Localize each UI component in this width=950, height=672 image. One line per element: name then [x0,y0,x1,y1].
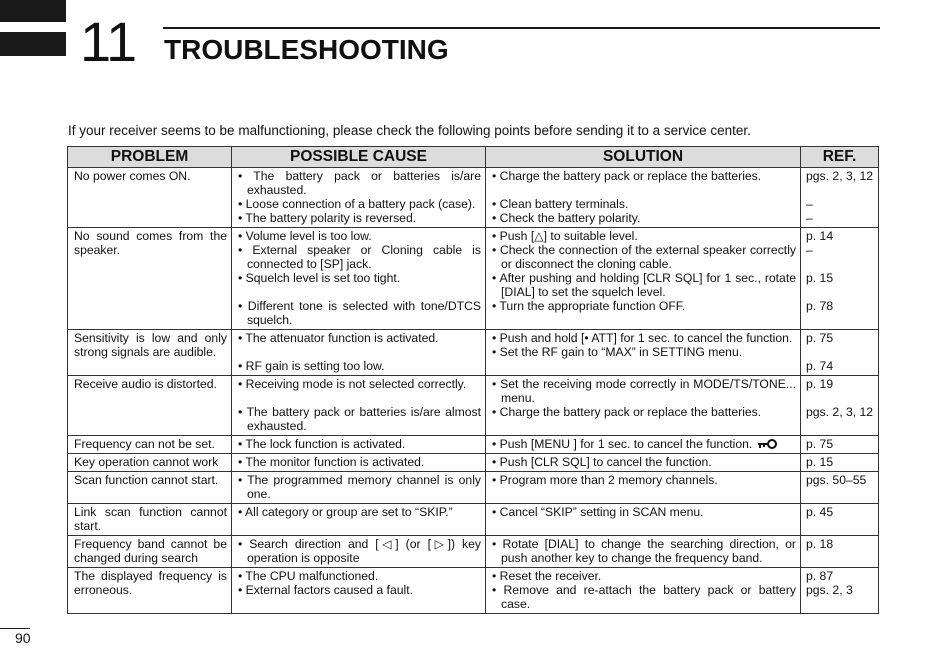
ref-cell [801,168,879,228]
table-row [68,568,879,614]
cause-item: • All category or group are set to “SKIP.” [238,505,453,519]
problem-cell: No power comes ON. [68,168,232,228]
ref-item: p. 19 [806,377,834,391]
table-row [68,228,879,330]
cause-item: • Volume level is too low. [238,229,372,243]
solution-item: • Charge the battery pack or replace the batteries. [492,405,762,419]
page-number: 90 [15,630,31,646]
cause-item: • Different tone is selected with tone/DTCS squelch. [238,299,481,327]
solution-cell [486,472,801,504]
solution-text: • Push [MENU ] for 1 sec. to cancel the function. [492,437,753,451]
ref-item: p. 75 [806,437,834,451]
cause-item: • External speaker or Cloning cable is connected to [SP] jack. [238,243,481,271]
ref-cell [801,376,879,436]
solution-cell [486,376,801,436]
problem-cell: Frequency can not be set. [68,436,232,454]
solution-cell [486,454,801,472]
cause-cell [232,436,486,454]
problem-cell: Key operation cannot work [68,454,232,472]
solution-item: • Rotate [DIAL] to change the searching direction, or push another key to change the frequency band. [492,537,796,565]
cause-item: • Loose connection of a battery pack (case). [238,197,476,211]
cause-cell [232,168,486,228]
ref-item: pgs. 50–55 [806,473,867,487]
header-problem: PROBLEM [68,147,232,168]
ref-item: p. 15 [806,455,834,469]
problem-cell: Frequency band cannot be changed during search [68,536,232,568]
solution-cell [486,504,801,536]
ref-item: p. 14 [806,229,834,243]
ref-item: p. 15 [806,271,834,285]
ref-item: p. 45 [806,505,834,519]
ref-item: p. 87 [806,569,834,583]
ref-item: – [806,211,813,225]
chapter-tab-bottom [0,32,66,56]
ref-item: pgs. 2, 3 [806,583,853,597]
ref-item: p. 75 [806,331,834,345]
solution-cell [486,568,801,614]
table-row [68,536,879,568]
solution-item: • Clean battery terminals. [492,197,629,211]
solution-cell [486,330,801,376]
solution-cell [486,436,801,454]
solution-item: • Charge the battery pack or replace the batteries. [492,169,762,183]
cause-item: • The monitor function is activated. [238,455,425,469]
page-number-rule [0,628,30,629]
ref-cell [801,436,879,454]
cause-item: • Squelch level is set too tight. [238,271,401,285]
solution-item: • After pushing and holding [CLR SQL] for 1 sec., rotate [DIAL] to set the squelch level. [492,271,796,299]
cause-item: • The lock function is activated. [238,437,406,451]
solution-item: • Check the connection of the external speaker correctly or disconnect the cloning cable. [492,243,796,271]
problem-cell: The displayed frequency is erroneous. [68,568,232,614]
table-row [68,168,879,228]
cause-item: • The battery polarity is reversed. [238,211,417,225]
solution-cell [486,536,801,568]
table-row [68,472,879,504]
solution-item [492,437,796,451]
cause-item: • The CPU malfunctioned. [238,569,379,583]
chapter-number: 11 [80,10,137,73]
table-row [68,376,879,436]
ref-item: pgs. 2, 3, 12 [806,169,874,183]
solution-item: • Push [CLR SQL] to cancel the function. [492,455,712,469]
ref-item: – [806,197,813,211]
cause-item: • The programmed memory channel is only one. [238,473,481,501]
solution-item: • Set the RF gain to “MAX” in SETTING menu. [492,345,743,359]
ref-item: – [806,243,813,257]
solution-item: • Reset the receiver. [492,569,602,583]
ref-cell [801,330,879,376]
problem-cell: Receive audio is distorted. [68,376,232,436]
problem-cell: Link scan function cannot start. [68,504,232,536]
ref-cell [801,228,879,330]
cause-item: • The battery pack or batteries is/are almost exhausted. [238,405,481,433]
problem-cell: Sensitivity is low and only strong signals are audible. [68,330,232,376]
page-title: TROUBLESHOOTING [164,34,449,65]
cause-cell [232,376,486,436]
cause-item: • External factors caused a fault. [238,583,413,597]
table-row [68,454,879,472]
header-possible-cause: POSSIBLE CAUSE [232,147,486,168]
solution-item: • Check the battery polarity. [492,211,641,225]
troubleshooting-table [67,146,879,614]
cause-item: • Receiving mode is not selected correctly. [238,377,467,391]
cause-cell [232,454,486,472]
intro-text: If your receiver seems to be malfunctioning, please check the following points before sending it to a service center. [68,123,751,138]
ref-cell [801,454,879,472]
cause-cell [232,568,486,614]
cause-cell [232,504,486,536]
problem-cell: Scan function cannot start. [68,472,232,504]
ref-item: pgs. 2, 3, 12 [806,405,874,419]
solution-cell [486,168,801,228]
solution-cell [486,228,801,330]
solution-item: • Turn the appropriate function OFF. [492,299,686,313]
cause-item: • Search direction and [◁] (or [▷]) key operation is opposite [238,537,481,565]
cause-cell [232,330,486,376]
ref-cell [801,504,879,536]
table-row [68,504,879,536]
cause-cell [232,228,486,330]
ref-item: p. 74 [806,359,834,373]
chapter-tab-top [0,0,66,22]
solution-item: • Program more than 2 memory channels. [492,473,718,487]
ref-cell [801,568,879,614]
ref-item: p. 78 [806,299,834,313]
solution-item: • Remove and re-attach the battery pack or battery case. [492,583,796,611]
solution-item: • Push and hold [• ATT] for 1 sec. to cancel the function. [492,331,793,345]
problem-cell: No sound comes from the speaker. [68,228,232,330]
cause-cell [232,536,486,568]
cause-item: • RF gain is setting too low. [238,359,385,373]
header-solution: SOLUTION [486,147,801,168]
table-row [68,436,879,454]
ref-item: p. 18 [806,537,834,551]
table-header-row [68,147,879,168]
key-icon [756,439,778,449]
ref-cell [801,536,879,568]
title-rule [163,27,880,29]
table-row [68,330,879,376]
cause-cell [232,472,486,504]
solution-item: • Cancel “SKIP” setting in SCAN menu. [492,505,704,519]
cause-item: • The battery pack or batteries is/are exhausted. [238,169,481,197]
ref-cell [801,472,879,504]
header-ref: REF. [801,147,879,168]
solution-item: • Set the receiving mode correctly in MODE/TS/TONE... menu. [492,377,796,405]
solution-item: • Push [△] to suitable level. [492,229,638,243]
cause-item: • The attenuator function is activated. [238,331,439,345]
